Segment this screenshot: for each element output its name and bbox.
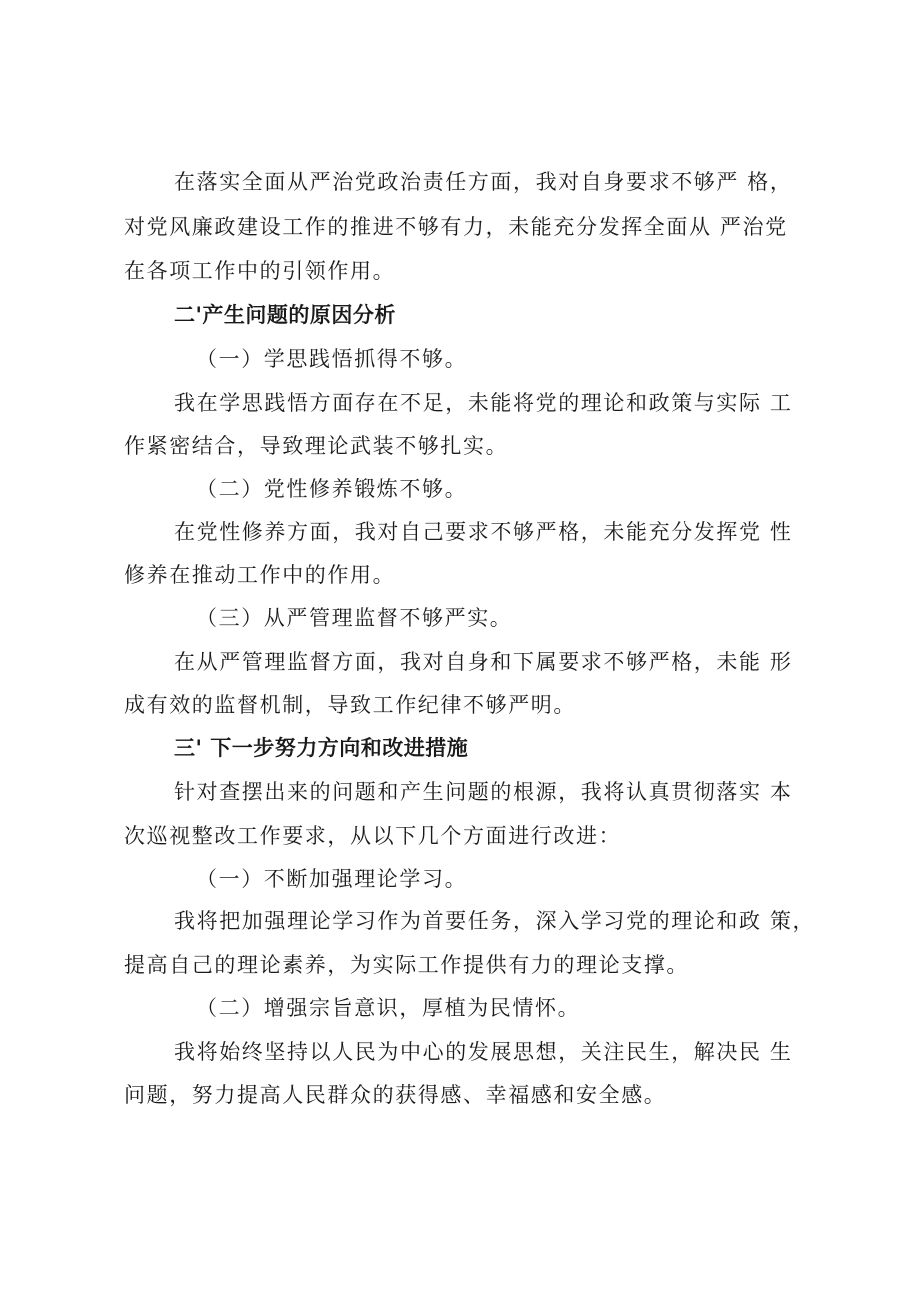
paragraph-line: 作紧密结合，导致理论武装不够扎实。 xyxy=(124,434,509,458)
paragraph-line: 在党性修养方面，我对自己要求不够严格，未能充分发挥党 性 xyxy=(174,520,793,544)
paragraph-line: 提高自己的理论素养，为实际工作提供有力的理论支撑。 xyxy=(124,953,689,977)
paragraph-line: 次巡视整改工作要求，从以下几个方面进行改进： xyxy=(124,824,622,848)
subsection-title: （二）增强宗旨意识，厚植为民情怀。 xyxy=(196,996,581,1020)
section-heading: 二'产生问题的原因分析 xyxy=(174,303,396,327)
subsection-title: （一）不断加强理论学习。 xyxy=(196,867,468,891)
paragraph-line: 对党风廉政建设工作的推进不够有力，未能充分发挥全面从 严治党 xyxy=(124,215,788,239)
paragraph-line: 我在学思践悟方面存在不足，未能将党的理论和政策与实际 工 xyxy=(174,391,793,415)
subsection-title: （二）党性修养锻炼不够。 xyxy=(196,477,468,501)
subsection-title: （一）学思践悟抓得不够。 xyxy=(196,347,468,371)
paragraph-line: 修养在推动工作中的作用。 xyxy=(124,563,396,587)
section-heading: 三' 下一步努力方向和改进措施 xyxy=(174,736,469,760)
paragraph-line: 成有效的监督机制，导致工作纪律不够严明。 xyxy=(124,693,576,717)
paragraph-line: 针对查摆出来的问题和产生问题的根源，我将认真贯彻落实 本 xyxy=(174,780,793,804)
paragraph-line: 在落实全面从严治党政治责任方面，我对自身要求不够严 格， xyxy=(174,170,793,194)
paragraph-line: 在从严管理监督方面，我对自身和下属要求不够严格，未能 形 xyxy=(174,650,793,674)
paragraph-line: 我将始终坚持以人民为中心的发展思想，关注民生，解决民 生 xyxy=(174,1040,793,1064)
subsection-title: （三）从严管理监督不够严实。 xyxy=(196,606,513,630)
paragraph-line: 我将把加强理论学习作为首要任务，深入学习党的理论和政 策， xyxy=(174,909,816,933)
paragraph-line: 在各项工作中的引领作用。 xyxy=(124,259,396,283)
paragraph-line: 问题，努力提高人民群众的获得感、幸福感和安全感。 xyxy=(124,1083,667,1107)
